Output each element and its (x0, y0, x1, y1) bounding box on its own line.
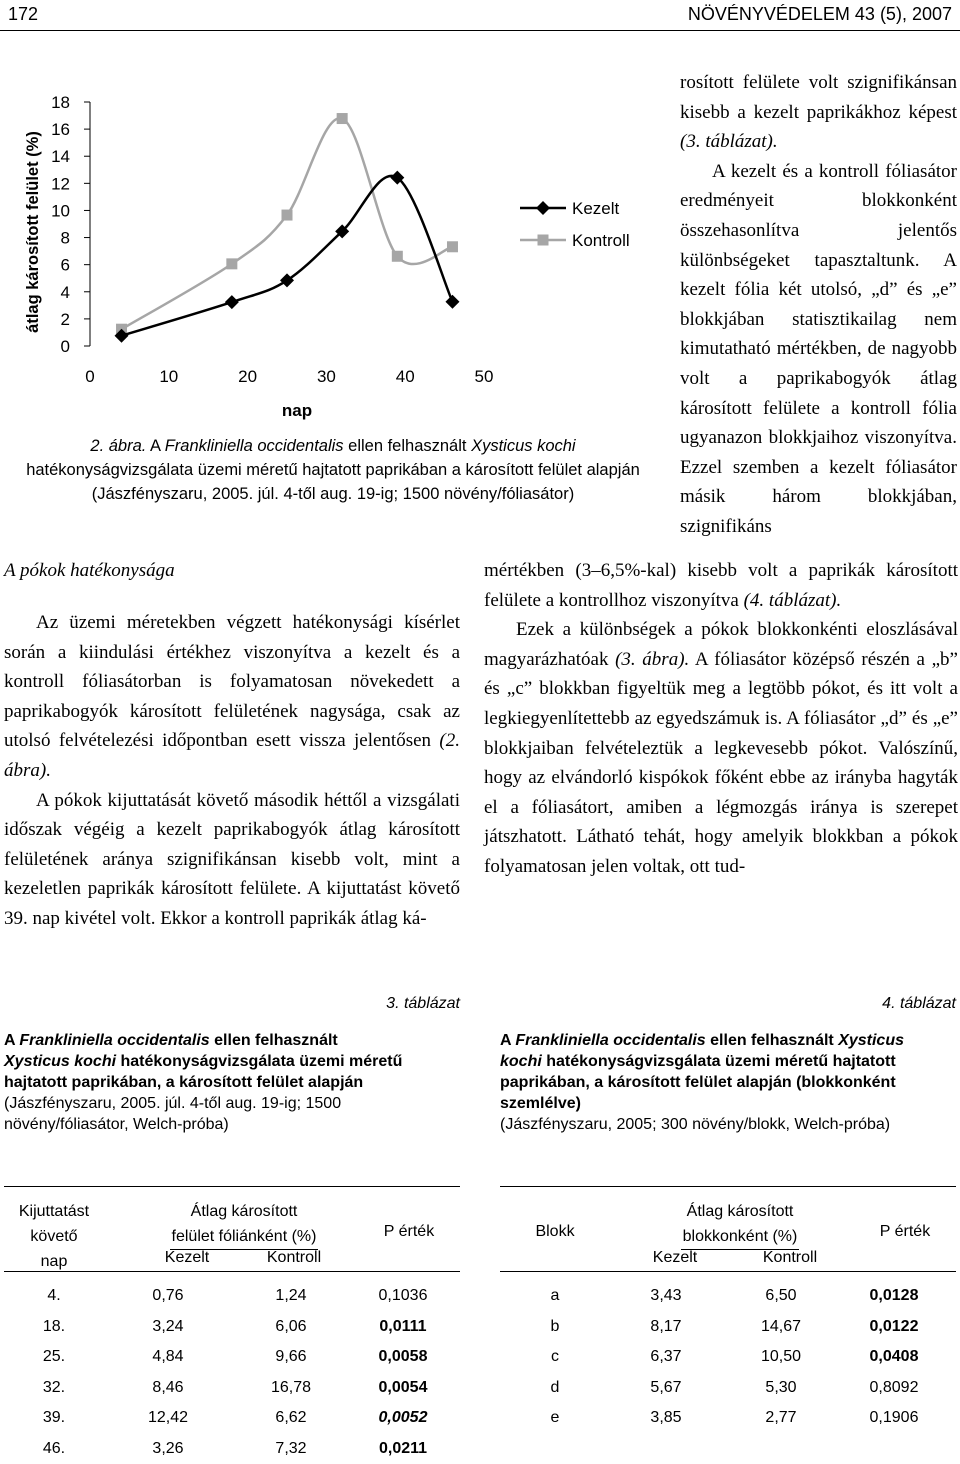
cell-kontroll: 14,67 (722, 1318, 840, 1336)
species-name: Frankliniella occidentalis (19, 1032, 209, 1049)
paragraph: A pókok kijuttatását követő második héttől a vizsgálati időszak végéig a kezelt paprikabogyók átlag károsított felületének aránya szignifikánsan kisebb volt, mint a kezeletlen paprikák károsított felülete. A kijuttatást követő 39. nap kivétel volt. Ekkor a kontroll paprikák átlag ká- (4, 786, 460, 934)
cell-nap: 39. (4, 1409, 104, 1427)
cell-p-value: 0,0058 (350, 1348, 456, 1366)
header-rule (0, 30, 960, 31)
cell-nap: 18. (4, 1318, 104, 1336)
x-tick-label: 0 (85, 367, 94, 386)
cell-p-value: 0,1036 (350, 1287, 456, 1305)
table-row (500, 1373, 956, 1404)
table-header: Blokk Átlag károsított blokkonként (%) Kezelt Kontroll P érték (500, 1187, 956, 1271)
y-axis-label: átlag károsított felület (%) (24, 131, 42, 333)
data-point-kontroll (337, 113, 348, 124)
cell-kontroll: 6,62 (232, 1409, 350, 1427)
data-point-kontroll (392, 251, 403, 262)
legend-label-kezelt: Kezelt (572, 199, 620, 218)
y-tick-label: 14 (51, 147, 70, 166)
cell-nap: 46. (4, 1440, 104, 1458)
table-subtitle: (Jászfényszaru, 2005; 300 növény/blokk, Welch-próba) (500, 1114, 950, 1135)
table-reference: (3. táblázat). (680, 131, 778, 152)
caption-line: hatékonyságvizsgálata üzemi méretű hajtatott paprikában a károsított felület alapján (0, 458, 666, 482)
page-number: 172 (8, 4, 38, 25)
table-subtitle: (Jászfényszaru, 2005. júl. 4-től aug. 19-ig; 1500 növény/fóliasátor, Welch-próba) (4, 1093, 444, 1135)
figure-number: 2. ábra. (90, 437, 146, 455)
body-column-right-bottom (484, 556, 958, 882)
x-axis-label: nap (282, 401, 312, 420)
cell-kontroll: 5,30 (722, 1379, 840, 1397)
legend-marker-kezelt (536, 201, 550, 215)
table-reference: (4. táblázat). (744, 590, 842, 611)
table-number: 3. táblázat (386, 995, 460, 1013)
table-row (4, 1373, 460, 1404)
species-name: Frankliniella occidentalis (165, 437, 344, 455)
species-name: Frankliniella occidentalis (515, 1032, 705, 1049)
cell-kontroll: 16,78 (232, 1379, 350, 1397)
species-name: Xysticus kochi (471, 437, 576, 455)
paragraph: Az üzemi méretekben végzett hatékonysági kísérlet során a kiindulási értékhez viszonyítva a kezelt és a kontroll fóliasátorban is folyamatosan növekedett a paprikabogyók károsított felületének nagysága, csak az utolsó felvételezési időpontban esett vissza jelentősen (2. ábra). (4, 608, 460, 786)
y-tick-label: 18 (51, 93, 70, 112)
cell-nap: 25. (4, 1348, 104, 1366)
table-row (4, 1403, 460, 1434)
series-line-kezelt (122, 176, 453, 336)
cell-kezelt: 3,85 (610, 1409, 722, 1427)
caption-line: (Jászfényszaru, 2005. júl. 4-től aug. 19-ig; 1500 növény/fóliasátor) (0, 482, 666, 506)
y-tick-label: 4 (61, 283, 70, 302)
y-tick-label: 6 (61, 256, 70, 275)
y-tick-label: 12 (51, 174, 70, 193)
data-point-kezelt (225, 295, 239, 309)
x-tick-label: 40 (396, 367, 415, 386)
chart-series (115, 113, 460, 343)
cell-kezelt: 8,17 (610, 1318, 722, 1336)
paragraph: mértékben (3–6,5%-kal) kisebb volt a paprikák károsított felülete a kontrollhoz viszonyítva (4. táblázat). (484, 556, 958, 615)
table-title: A Frankliniella occidentalis ellen felhasznált Xysticus kochi hatékonyságvizsgálata üzemi méretű hajtatott paprikában, a károsított felület alapján (blokkonként szemlélve) (Jászfényszaru, 2005; 300 növény/blokk, Welch-próba) (500, 1030, 950, 1135)
paragraph: Ezek a különbségek a pókok blokkonkénti eloszlásával magyarázhatóak (3. ábra). A fóliasátor középső részén a „b” és „c” blokkban figyeltük meg a legtöbb pókot, és itt volt a legkiegyenlítettebb az egyedszámuk is. A fóliasátor „d” és „e” blokkjaiban felvételeztük a legkevesebb pókot. Valószínű, hogy az elvándorló kispókok főként ebbe az irányba hagyták el a fóliasátort, amiben a légmozgás iránya is szerepet játszhatott. Látható tehát, hogy amelyik blokkban a pókok folyamatosan jelen voltak, ott tud- (484, 615, 958, 881)
body-column-left (4, 608, 460, 934)
species-name: Xysticus kochi (500, 1032, 904, 1070)
cell-p-value: 0,0054 (350, 1379, 456, 1397)
table-row (4, 1434, 460, 1464)
cell-p-value: 0,0111 (350, 1318, 456, 1336)
cell-kezelt: 3,43 (610, 1287, 722, 1305)
cell-nap: 4. (4, 1287, 104, 1305)
figure-caption: 2. ábra. A Frankliniella occidentalis ellen felhasznált Xysticus kochi hatékonyságvizsgálata üzemi méretű hajtatott paprikában a károsított felület alapján (Jászfényszaru, 2005. júl. 4-től aug. 19-ig; 1500 növény/fóliasátor) (0, 434, 666, 506)
cell-kezelt: 6,37 (610, 1348, 722, 1366)
paragraph: rosított felülete volt szignifikánsan kisebb a kezelt paprikákhoz képest (3. táblázat). (680, 68, 957, 157)
table-number: 4. táblázat (882, 995, 956, 1013)
cell-kontroll: 7,32 (232, 1440, 350, 1458)
table-row (500, 1403, 956, 1434)
cell-kontroll: 1,24 (232, 1287, 350, 1305)
journal-header: NÖVÉNYVÉDELEM 43 (5), 2007 (688, 4, 952, 25)
cell-kezelt: 5,67 (610, 1379, 722, 1397)
cell-nap: 32. (4, 1379, 104, 1397)
cell-kezelt: 4,84 (104, 1348, 232, 1366)
y-tick-label: 2 (61, 310, 70, 329)
data-point-kontroll (226, 258, 237, 269)
chart-legend (520, 199, 630, 250)
cell-p-value: 0,0128 (840, 1287, 948, 1305)
cell-blokk: b (500, 1318, 610, 1336)
x-tick-label: 20 (238, 367, 257, 386)
table-4 (500, 1186, 956, 1434)
section-title: A pókok hatékonysága (4, 560, 175, 582)
data-point-kontroll (447, 241, 458, 252)
figure-reference: (3. ábra). (615, 649, 689, 670)
table-row (4, 1342, 460, 1373)
y-tick-label: 16 (51, 120, 70, 139)
chart-axes (24, 93, 493, 420)
legend-marker-kontroll (538, 235, 549, 246)
cell-blokk: c (500, 1348, 610, 1366)
table-row (500, 1342, 956, 1373)
data-point-kezelt (445, 295, 459, 309)
cell-kontroll: 10,50 (722, 1348, 840, 1366)
cell-blokk: d (500, 1379, 610, 1397)
table-row (4, 1281, 460, 1312)
y-tick-label: 10 (51, 201, 70, 220)
x-tick-label: 10 (159, 367, 178, 386)
cell-kontroll: 9,66 (232, 1348, 350, 1366)
cell-kontroll: 2,77 (722, 1409, 840, 1427)
legend-label-kontroll: Kontroll (572, 231, 630, 250)
body-column-right-top (680, 68, 957, 542)
table-body (4, 1272, 460, 1464)
cell-blokk: a (500, 1287, 610, 1305)
cell-p-value: 0,0052 (350, 1409, 456, 1427)
table-row (500, 1281, 956, 1312)
paragraph: A kezelt és a kontroll fóliasátor eredményeit blokkonként összehasonlítva jelentős különbségeket tapasztaltunk. A kezelt fólia két utolsó, „d” és „e” blokkjában statisztikailag nem kimutatható mértékben, de nagyobb volt a paprikabogyók átlag károsított felülete a kontroll fólia ugyanazon blokkjaihoz viszonyítva. Ezzel szemben a kezelt fóliasátor másik három blokkjában, szignifikáns (680, 157, 957, 542)
figure-reference: (2. ábra). (4, 730, 460, 781)
data-point-kontroll (282, 210, 293, 221)
y-tick-label: 0 (61, 337, 70, 356)
table-row (4, 1312, 460, 1343)
cell-kontroll: 6,06 (232, 1318, 350, 1336)
cell-kezelt: 0,76 (104, 1287, 232, 1305)
cell-kontroll: 6,50 (722, 1287, 840, 1305)
table-title: A Frankliniella occidentalis ellen felhasznált Xysticus kochi hatékonyságvizsgálata üzemi méretű hajtatott paprikában, a károsított felület alapján (Jászfényszaru, 2005. júl. 4-től aug. 19-ig; 1500 növény/fóliasátor, Welch-próba) (4, 1030, 444, 1135)
cell-p-value: 0,0122 (840, 1318, 948, 1336)
table-body (500, 1272, 956, 1434)
cell-p-value: 0,8092 (840, 1379, 948, 1397)
table-3 (4, 1186, 460, 1464)
cell-kezelt: 8,46 (104, 1379, 232, 1397)
cell-kezelt: 3,26 (104, 1440, 232, 1458)
species-name: Xysticus kochi (4, 1053, 116, 1070)
cell-p-value: 0,1906 (840, 1409, 948, 1427)
series-line-kontroll (122, 118, 453, 329)
cell-p-value: 0,0408 (840, 1348, 948, 1366)
cell-blokk: e (500, 1409, 610, 1427)
cell-kezelt: 3,24 (104, 1318, 232, 1336)
table-header: Kijuttatást követő nap Átlag károsított felület fóliánként (%) Kezelt Kontroll P érték (4, 1187, 460, 1271)
cell-p-value: 0,0211 (350, 1440, 456, 1458)
cell-kezelt: 12,42 (104, 1409, 232, 1427)
y-tick-label: 8 (61, 229, 70, 248)
line-chart (0, 84, 670, 424)
x-tick-label: 50 (475, 367, 494, 386)
table-row (500, 1312, 956, 1343)
x-tick-label: 30 (317, 367, 336, 386)
